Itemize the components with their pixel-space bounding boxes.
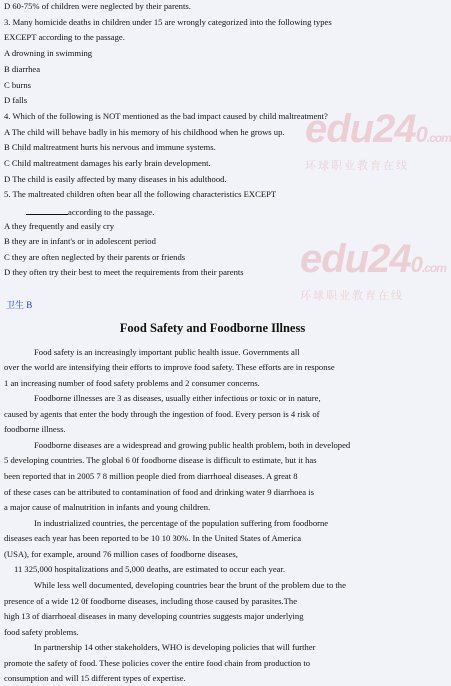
- paragraph-line: 1 an increasing number of food safety problems and 2 consumer concerns.: [4, 378, 260, 388]
- watermark-logo: edu240.com 环球职业教育在线: [305, 107, 451, 172]
- quiz-line: D 60-75% of children were neglected by their parents.: [4, 1, 191, 11]
- quiz-option: A The child will behave badly in his memory of his childhood when he grows up.: [4, 127, 285, 137]
- paragraph-line: high 13 of diarrhoeal diseases in many developing countries suggests major underlying: [4, 611, 304, 621]
- answer-label: 卫生 B: [6, 300, 33, 310]
- paragraph-line: 11 325,000 hospitalizations and 5,000 deaths, are estimated to occur each year.: [14, 564, 286, 574]
- paragraph-line: Food safety is an increasingly important public health issue. Governments all: [34, 347, 300, 357]
- quiz-option: C burns: [4, 80, 31, 90]
- answer-blank: [26, 205, 68, 215]
- paragraph-line: consumption and will 15 different types of expertise.: [4, 673, 186, 683]
- quiz-option: B they are in infant's or in adolescent period: [4, 236, 156, 246]
- quiz-option: D they often try their best to meet the requirements from their parents: [4, 267, 244, 277]
- paragraph-line: presence of a wide 12 0f foodborne diseases, including those caused by parasites.The: [4, 596, 298, 606]
- paragraph-line: 5 developing countries. The global 6 0f foodborne disease is difficult to estimate, but it has: [4, 455, 317, 465]
- watermark-logo: edu240.com 环球职业教育在线: [300, 237, 446, 302]
- paragraph-line: diseases each year has been reported to be 10 10 30%. In the United States of America: [4, 533, 302, 543]
- article-title: Food Safety and Foodborne Illness: [119, 321, 306, 335]
- quiz-option: C they are often neglected by their parents or friends: [4, 252, 186, 262]
- paragraph-line: Foodborne diseases are a widespread and growing public health problem, both in developed: [34, 440, 351, 450]
- quiz-option: A they frequently and easily cry: [4, 221, 115, 231]
- quiz-question-3: 3. Many homicide deaths in children under 15 are wrongly categorized into the following types: [4, 17, 332, 27]
- paragraph-line: been reported that in 2005 7 8 million people died from diarrhoeal diseases. A great 8: [4, 471, 298, 481]
- quiz-option: D falls: [4, 95, 28, 105]
- paragraph-line: (USA), for example, around 76 million cases of foodborne diseases,: [4, 549, 238, 559]
- paragraph-line: caused by agents that enter the body through the ingestion of food. Every person is 4 risk of: [4, 409, 320, 419]
- quiz-option: A drowning in swimming: [4, 48, 93, 58]
- paragraph-line: a major cause of malnutrition in infants and young children.: [4, 502, 211, 512]
- quiz-question-4: 4. Which of the following is NOT mentioned as the bad impact caused by child maltreatment?: [4, 111, 328, 121]
- paragraph-line: foodborne illness.: [4, 424, 66, 434]
- quiz-line: according to the passage.: [4, 205, 423, 218]
- quiz-option: C Child maltreatment damages his early brain development.: [4, 158, 211, 168]
- quiz-option: B Child maltreatment hurts his nervous and immune systems.: [4, 142, 216, 152]
- quiz-option: D The child is easily affected by many diseases in his adulthood.: [4, 174, 227, 184]
- quiz-line: EXCEPT according to the passage.: [4, 32, 125, 42]
- quiz-question-5: 5. The maltreated children often bear all the following characteristics EXCEPT: [4, 189, 277, 199]
- paragraph-line: While less well documented, developing countries bear the brunt of the problem due to the: [34, 580, 346, 590]
- paragraph-line: In partnership 14 other stakeholders, WHO is developing policies that will further: [34, 642, 316, 652]
- paragraph-line: In industrialized countries, the percentage of the population suffering from foodborne: [34, 518, 329, 528]
- paragraph-line: over the world are intensifying their efforts to improve food safety. These efforts are in response: [4, 362, 335, 372]
- quiz-option: B diarrhea: [4, 64, 41, 74]
- paragraph-line: food safety problems.: [4, 627, 79, 637]
- paragraph-line: of these cases can be attributed to contamination of food and drinking water 9 diarrhoea is: [4, 487, 314, 497]
- paragraph-line: Foodborne illnesses are 3 as diseases, usually either infectious or toxic or in nature,: [34, 393, 321, 403]
- paragraph-line: promote the safety of food. These policies cover the entire food chain from production to: [4, 658, 311, 668]
